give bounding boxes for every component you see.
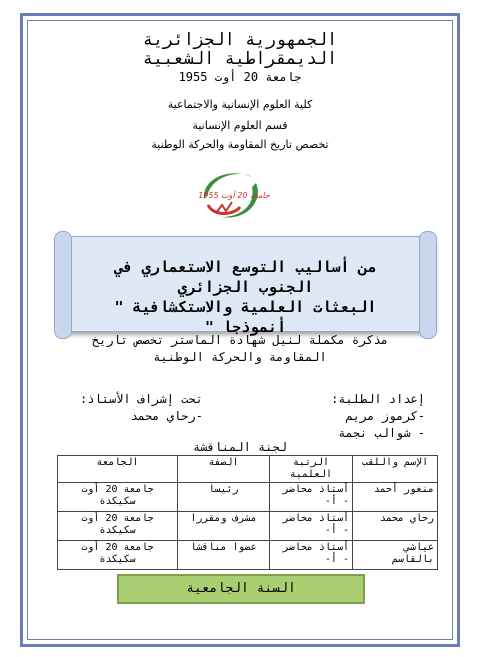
logo-text: جامعة 20 أوت 1955 <box>198 191 270 200</box>
republic-line1: الجمهورية الجزائرية <box>142 30 338 50</box>
title-line2: الجنوب الجزائري <box>177 278 314 296</box>
cell-name: رحاي محمد <box>353 512 438 541</box>
students-block <box>331 391 425 442</box>
title-scroll-banner <box>57 236 434 336</box>
jury-title: لجنة المناقشة <box>193 440 287 454</box>
specialty-name: تخصص تاريخ المقاومة والحركة الوطنية <box>151 138 329 151</box>
student-name: -كرموز مريم <box>345 409 425 423</box>
cell-role: رئيسا <box>178 483 270 512</box>
supervisor-block <box>80 391 203 425</box>
table-row <box>58 541 438 570</box>
table-row <box>58 512 438 541</box>
cell-rank: أستاذ محاضر - أ- <box>270 512 353 541</box>
scroll-curl-left <box>54 231 72 339</box>
department-name: قسم العلوم الإنسانية <box>192 119 288 132</box>
cell-university: جامعة 20 أوت سكيكدة <box>58 483 178 512</box>
academic-year-banner: السنة الجامعية <box>117 574 365 604</box>
col-header-university: الجامعة <box>58 456 178 483</box>
cell-rank: أستاذ محاضر - أ- <box>270 541 353 570</box>
supervisor-label: تحت إشراف الأستاذ: <box>80 392 203 406</box>
scroll-curl-right <box>419 231 437 339</box>
cell-name: منغور أحمد <box>353 483 438 512</box>
cell-role: عضوا مناقشا <box>178 541 270 570</box>
table-header-row <box>58 456 438 483</box>
title-line4: أنموذجا " <box>204 318 287 336</box>
university-name: جامعة 20 أوت 1955 <box>178 70 302 84</box>
col-header-rank: الرتبة العلمية <box>270 456 353 483</box>
cell-rank: أستاذ محاضر - أ- <box>270 483 353 512</box>
cell-role: مشرف ومقررا <box>178 512 270 541</box>
title-line3: البعثات العلمية والاستكشافية " <box>114 298 377 316</box>
supervisor-name: -رحاي محمد <box>130 409 203 423</box>
memo-line1: مذكرة مكملة لنيل شهادة الماستر تخصص تاريخ <box>91 333 389 347</box>
table-row <box>58 483 438 512</box>
student-name: - شوالب نجمة <box>338 426 425 440</box>
memo-line2: المقاومة والحركة الوطنية <box>153 350 327 364</box>
cell-university: جامعة 20 أوت سكيكدة <box>58 512 178 541</box>
title-line1: من أساليب التوسع الاستعماري في <box>114 258 377 276</box>
university-logo <box>194 165 270 225</box>
col-header-name: الإسم واللقب <box>353 456 438 483</box>
thesis-title <box>72 257 419 336</box>
jury-table <box>57 455 438 570</box>
col-header-role: الصفة <box>178 456 270 483</box>
students-label: إعداد الطلبة: <box>331 392 425 406</box>
faculty-name: كلية العلوم الإنسانية والاجتماعية <box>167 98 313 111</box>
republic-line2: الديمقراطية الشعبية <box>142 49 338 69</box>
cell-university: جامعة 20 أوت سكيكدة <box>58 541 178 570</box>
cell-name: عياشي بالقاسم <box>353 541 438 570</box>
